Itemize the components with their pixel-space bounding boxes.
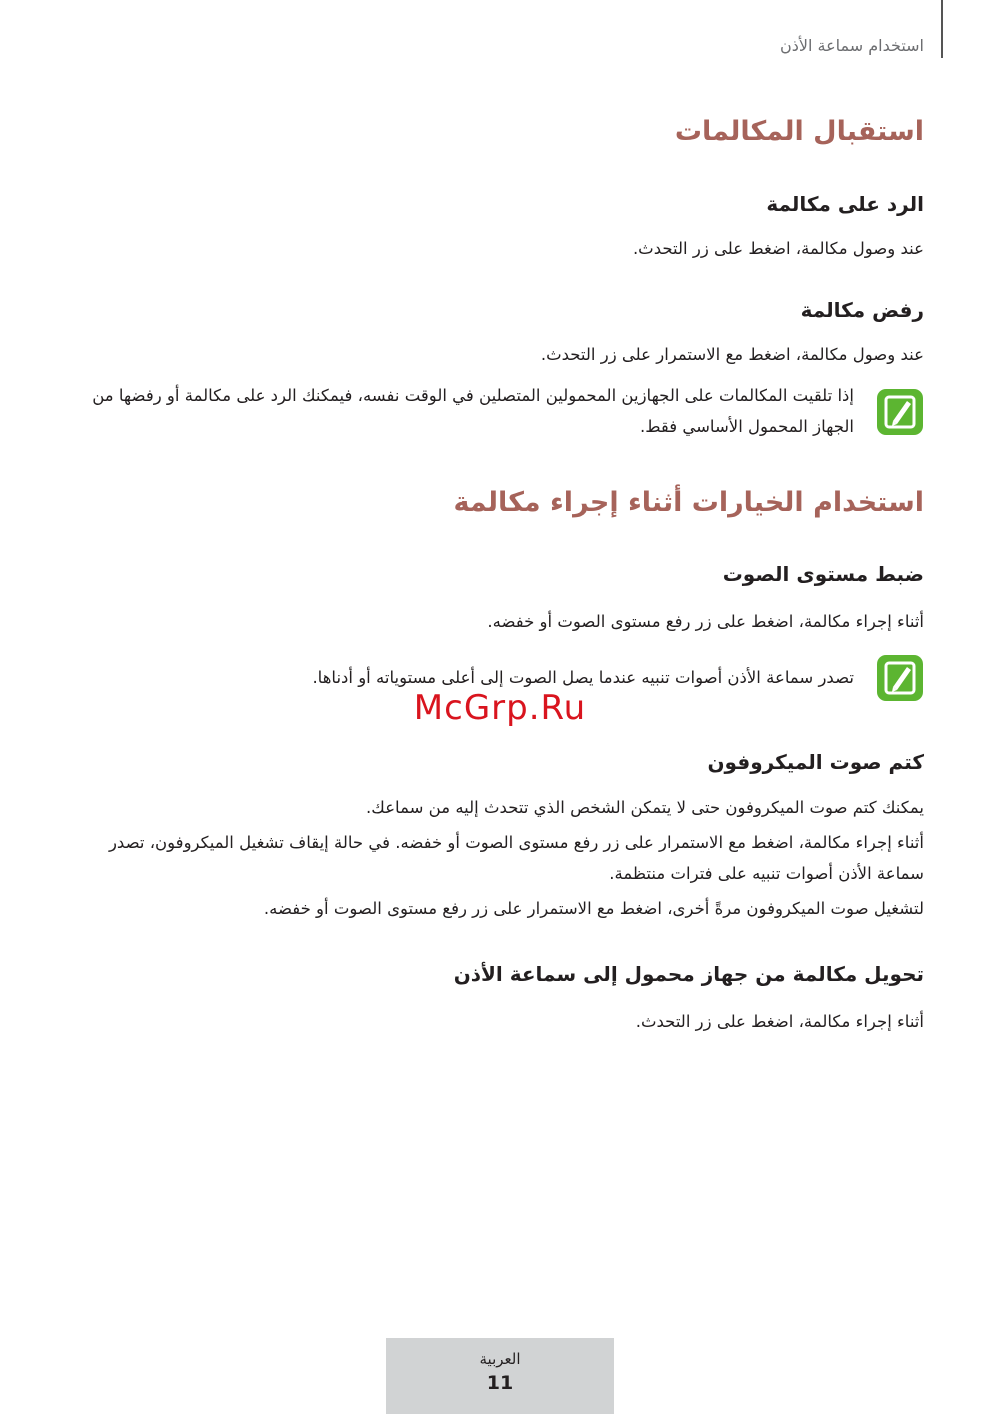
paragraph-transfer-call	[74, 1006, 924, 1041]
paragraph-text: لتشغيل صوت الميكروفون مرةً أخرى، اضغط مع الاستمرار على زر رفع مستوى الصوت أو خفضه.	[263, 899, 924, 918]
note-pencil-icon	[877, 389, 923, 435]
paragraph-text: عند وصول مكالمة، اضغط على زر التحدث.	[632, 239, 924, 258]
section-title-receiving-calls: استقبال المكالمات	[674, 116, 924, 147]
subheading-reject-call: رفض مكالمة	[800, 298, 924, 322]
running-header: استخدام سماعة الأذن	[779, 36, 924, 55]
paragraph-text: أثناء إجراء مكالمة، اضغط على زر رفع مستوى الصوت أو خفضه.	[487, 612, 924, 631]
paragraph-text: عند وصول مكالمة، اضغط مع الاستمرار على زر التحدث.	[540, 345, 924, 364]
subheading-transfer-call: تحويل مكالمة من جهاز محمول إلى سماعة الأذن	[453, 962, 924, 986]
subheading-mute-microphone: كتم صوت الميكروفون	[707, 750, 924, 774]
page-number: 11	[486, 1372, 514, 1394]
page-footer	[386, 1338, 614, 1414]
paragraph-text: يمكنك كتم صوت الميكروفون حتى لا يتمكن الشخص الذي تتحدث إليه من سماعك.	[366, 798, 924, 817]
paragraph-text: أثناء إجراء مكالمة، اضغط على زر التحدث.	[635, 1012, 924, 1031]
note-text-volume-tones: تصدر سماعة الأذن أصوات تنبيه عندما يصل الصوت إلى أعلى مستوياته أو أدناها.	[312, 668, 854, 687]
paragraph-adjust-volume	[74, 606, 924, 641]
subheading-answer-call: الرد على مكالمة	[766, 192, 924, 216]
footer-language: العربية	[479, 1350, 521, 1368]
paragraph-reject-call	[74, 339, 924, 374]
paragraph-mute-microphone	[74, 792, 924, 928]
subheading-adjust-volume: ضبط مستوى الصوت	[722, 562, 924, 586]
section-title-in-call-options: استخدام الخيارات أثناء إجراء مكالمة	[453, 487, 924, 518]
paragraph-answer-call	[74, 233, 924, 268]
watermark: McGrp.Ru	[413, 688, 587, 728]
header-rule	[941, 0, 943, 58]
paragraph-text: أثناء إجراء مكالمة، اضغط مع الاستمرار على زر رفع مستوى الصوت أو خفضه. في حالة إيقاف تشغيل الميكروفون، تصدر سماعة الأذن أصوات تنبيه على فترات منتظمة.	[108, 833, 924, 883]
note-text-dual-devices: إذا تلقيت المكالمات على الجهازين المحمولين المتصلين في الوقت نفسه، فيمكنك الرد على مكالمة أو رفضها من الجهاز المحمول الأساسي فقط.	[92, 386, 854, 436]
